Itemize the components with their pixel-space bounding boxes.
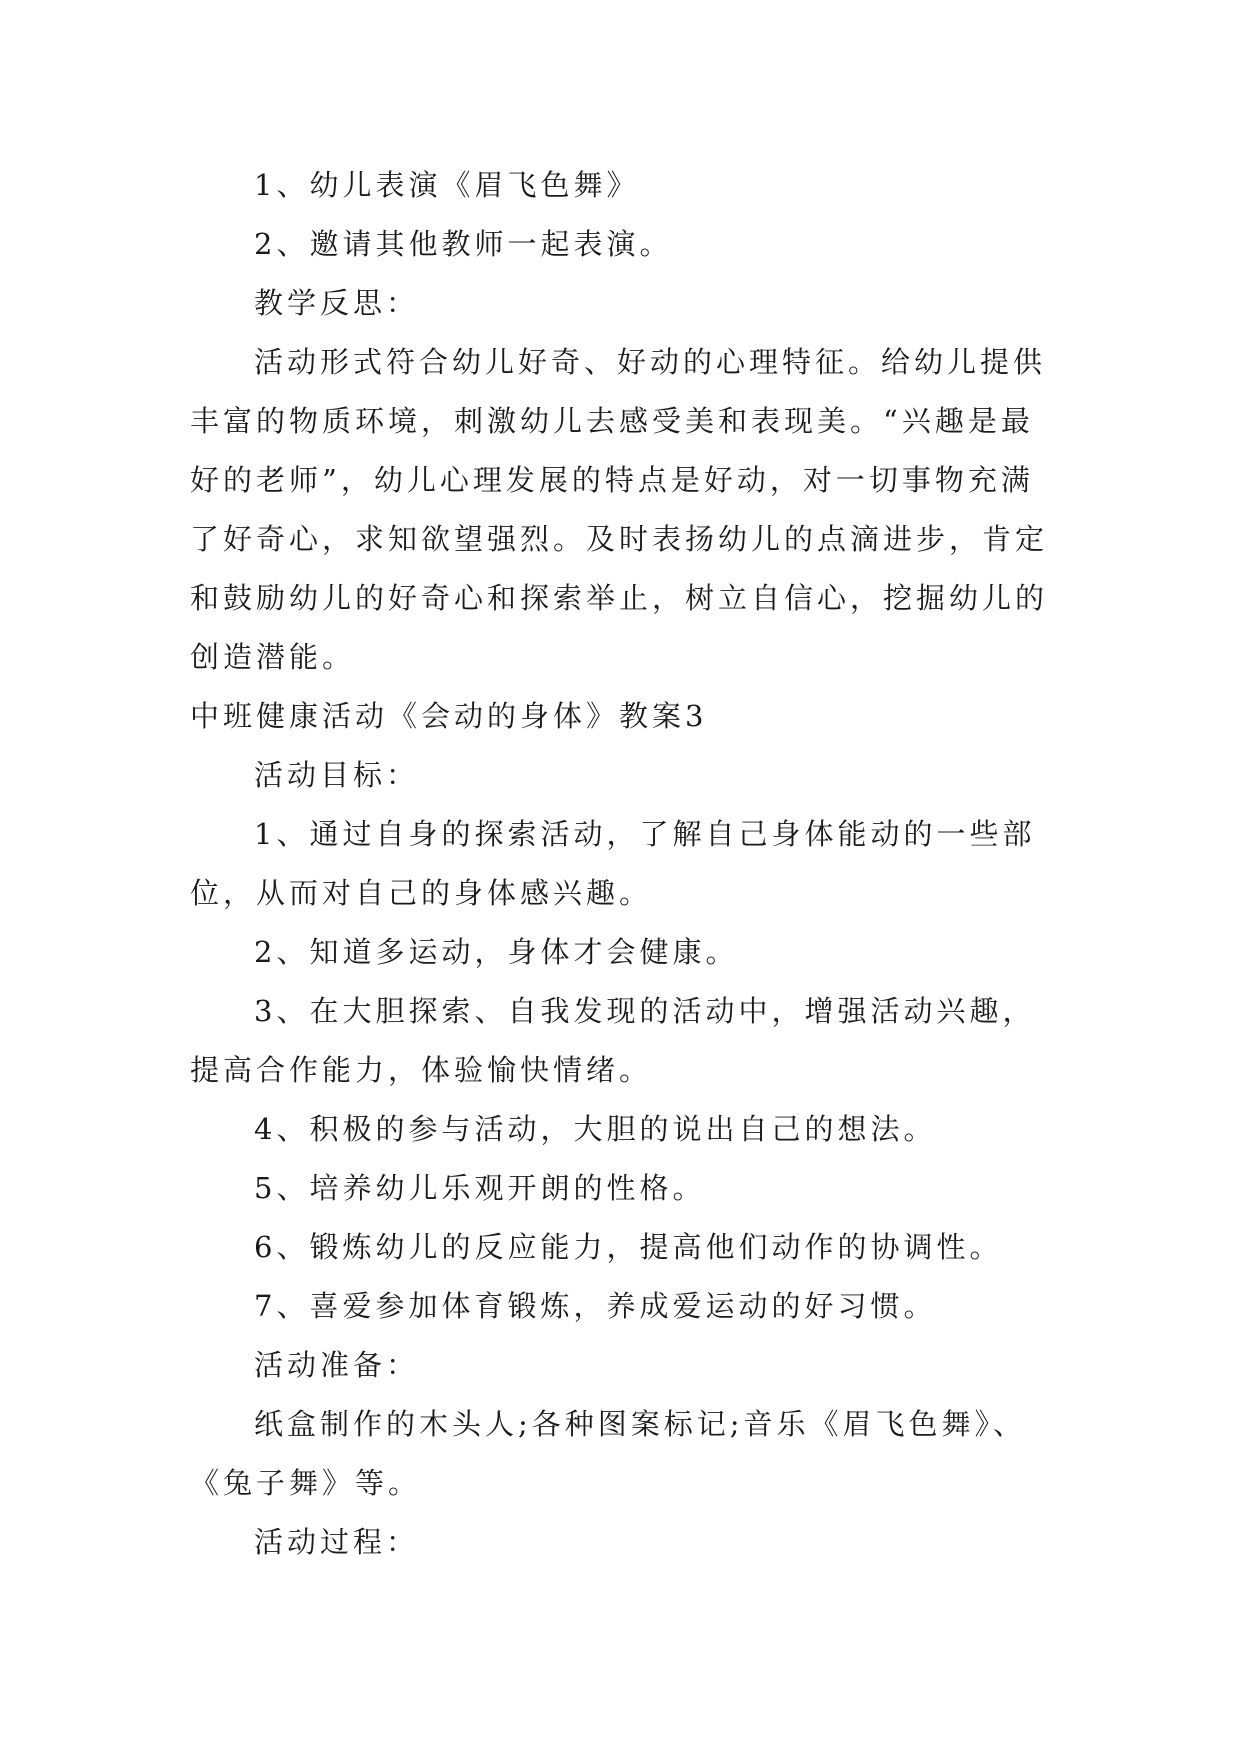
section-title-lesson-3: 中班健康活动《会动的身体》教案3 — [190, 699, 708, 733]
paragraph-invite-teachers: 2、邀请其他教师一起表演。 — [254, 227, 673, 261]
goal-item-3: 3、在大胆探索、自我发现的活动中，增强活动兴趣，提高合作能力，体验愉快情绪。 — [190, 994, 1036, 1087]
heading-activity-process: 活动过程： — [254, 1525, 420, 1559]
paragraph-preparation-materials: 纸盒制作的木头人;各种图案标记;音乐《眉飞色舞》、《兔子舞》等。 — [190, 1407, 1027, 1500]
goal-item-7: 7、喜爱参加体育锻炼，养成爱运动的好习惯。 — [254, 1289, 937, 1323]
paragraph-reflection-body: 活动形式符合幼儿好奇、好动的心理特征。给幼儿提供丰富的物质环境，刺激幼儿去感受美和表现美。“兴趣是最好的老师”，幼儿心理发展的特点是好动，对一切事物充满了好奇心，求知欲望强烈。及时表扬幼儿的点滴进步，肯定和鼓励幼儿的好奇心和探索举止，树立自信心，挖掘幼儿的创造潜能。 — [190, 345, 1049, 674]
paragraph-performance: 1、幼儿表演《眉飞色舞》 — [254, 168, 640, 202]
goal-item-1: 1、通过自身的探索活动，了解自己身体能动的一些部位，从而对自己的身体感兴趣。 — [190, 817, 1036, 910]
document-body — [190, 156, 1052, 1572]
heading-activity-goals: 活动目标： — [254, 758, 420, 792]
heading-teaching-reflection: 教学反思： — [254, 286, 420, 320]
goal-item-5: 5、培养幼儿乐观开朗的性格。 — [254, 1171, 706, 1205]
goal-item-4: 4、积极的参与活动，大胆的说出自己的想法。 — [254, 1112, 937, 1146]
heading-activity-preparation: 活动准备： — [254, 1348, 420, 1382]
goal-item-2: 2、知道多运动，身体才会健康。 — [254, 935, 739, 969]
goal-item-6: 6、锻炼幼儿的反应能力，提高他们动作的协调性。 — [254, 1230, 1003, 1264]
